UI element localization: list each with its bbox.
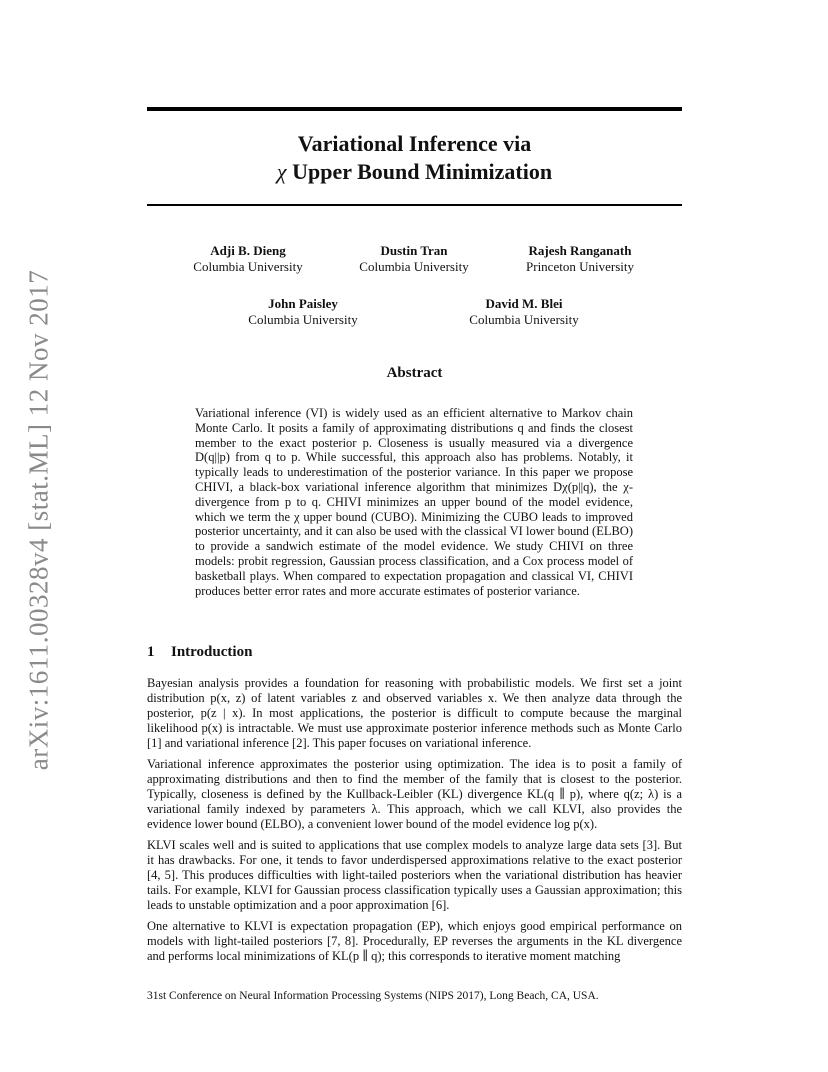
section-heading-introduction bbox=[147, 644, 252, 661]
author-block bbox=[434, 296, 614, 328]
title-line-1: Variational Inference via bbox=[297, 131, 532, 156]
intro-paragraph-1: Bayesian analysis provides a foundation for reasoning with probabilistic models. We first set a joint distribution p(x, z) of latent variables z and observed variables x. We then analyze data through the posterior, p(z | x). In most applications, the posterior is difficult to compute because the marginal likelihood p(x) is intractable. We must use approximate posterior inference methods such as Monte Carlo [1] and variational inference [2]. This paper focuses on variational inference. bbox=[147, 676, 682, 750]
author-block bbox=[490, 243, 670, 275]
author-name: Adji B. Dieng bbox=[210, 243, 286, 258]
author-affiliation: Columbia University bbox=[469, 312, 579, 327]
author-block bbox=[158, 243, 338, 275]
title-line-2-rest: Upper Bound Minimization bbox=[286, 159, 553, 184]
author-name: David M. Blei bbox=[485, 296, 563, 311]
title-line-2 bbox=[147, 158, 682, 186]
abstract-heading: Abstract bbox=[386, 365, 443, 381]
paper-title bbox=[147, 130, 682, 186]
author-block bbox=[213, 296, 393, 328]
section-title: Introduction bbox=[171, 644, 253, 660]
section-number: 1 bbox=[147, 644, 155, 660]
title-rule-bottom bbox=[147, 204, 682, 206]
abstract-text: Variational inference (VI) is widely used as an efficient alternative to Markov chain Monte Carlo. It posits a family of approximating distributions q and finds the closest member to the exact posterior p. Closeness is usually measured via a divergence D(q||p) from q to p. While successful, this approach also has problems. Notably, it typically leads to underestimation of the posterior variance. In this paper we propose CHIVI, a black-box variational inference algorithm that minimizes Dχ(p||q), the χ-divergence from p to q. CHIVI minimizes an upper bound of the model evidence, which we term the χ upper bound (CUBO). Minimizing the CUBO leads to improved posterior uncertainty, and it can also be used with the classical VI lower bound (ELBO) to provide a sandwich estimate of the model evidence. We study CHIVI on three models: probit regression, Gaussian process classification, and a Cox process model of basketball plays. When compared to expectation propagation and classical VI, CHIVI produces better error rates and more accurate estimates of posterior variance. bbox=[195, 406, 633, 598]
author-name: John Paisley bbox=[268, 296, 338, 311]
title-rule-top bbox=[147, 107, 682, 111]
author-block bbox=[324, 243, 504, 275]
intro-paragraph-2: Variational inference approximates the posterior using optimization. The idea is to posit a family of approximating distributions and then to find the member of the family that is closest to the posterior. Typically, closeness is defined by the Kullback-Leibler (KL) divergence KL(q ∥ p), where q(z; λ) is a variational family indexed by parameters λ. This approach, which we call KLVI, also provides the evidence lower bound (ELBO), a convenient lower bound of the model evidence log p(x). bbox=[147, 757, 682, 831]
introduction-body bbox=[147, 676, 682, 970]
author-affiliation: Columbia University bbox=[193, 259, 303, 274]
conference-footnote: 31st Conference on Neural Information Processing Systems (NIPS 2017), Long Beach, CA, USA. bbox=[147, 990, 599, 1002]
intro-paragraph-3: KLVI scales well and is suited to applications that use complex models to analyze large data sets [3]. But it has drawbacks. For one, it tends to favor underdispersed approximations relative to the exact posterior [4, 5]. This produces difficulties with light-tailed posteriors when the variational distribution has heavier tails. For example, KLVI for Gaussian process classification typically uses a Gaussian approximation; this leads to unstable optimization and a poor approximation [6]. bbox=[147, 838, 682, 912]
arxiv-stamp: arXiv:1611.00328v4 [stat.ML] 12 Nov 2017 bbox=[23, 269, 54, 771]
author-name: Rajesh Ranganath bbox=[528, 243, 632, 258]
author-affiliation: Columbia University bbox=[359, 259, 469, 274]
author-affiliation: Columbia University bbox=[248, 312, 358, 327]
author-affiliation: Princeton University bbox=[526, 259, 634, 274]
author-name: Dustin Tran bbox=[380, 243, 448, 258]
title-chi: χ bbox=[276, 159, 287, 184]
intro-paragraph-4: One alternative to KLVI is expectation propagation (EP), which enjoys good empirical performance on models with light-tailed posteriors [7, 8]. Procedurally, EP reverses the arguments in the KL divergence and performs local minimizations of KL(p ∥ q); this corresponds to iterative moment matching bbox=[147, 919, 682, 963]
